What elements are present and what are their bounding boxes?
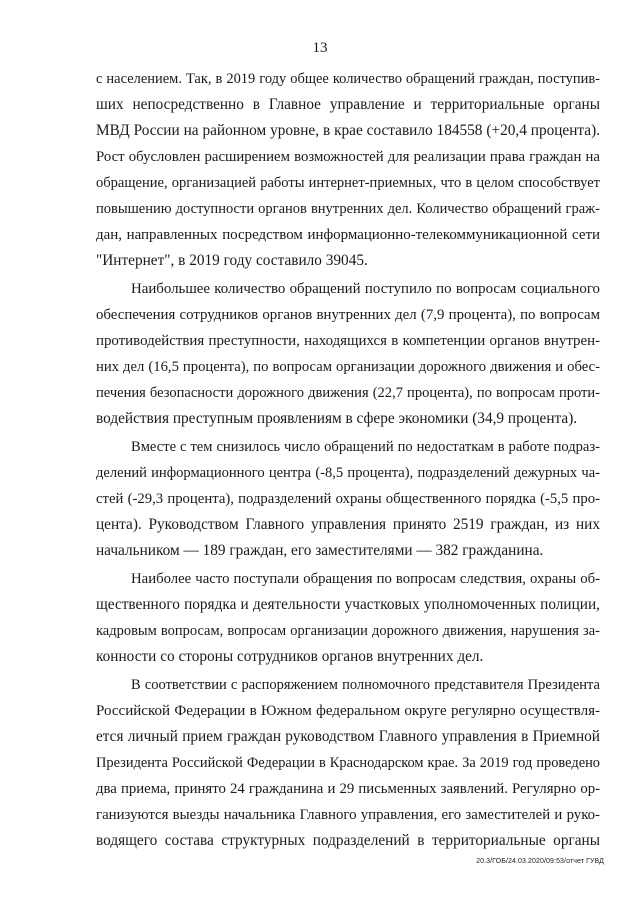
text-line: стей (-29,3 процента), подразделений охраны общественного порядка (-5,5 про- [96, 491, 600, 507]
text-line: с населением. Так, в 2019 году общее количество обращений граждан, поступив- [96, 71, 600, 87]
text-line: них дел (16,5 процента), по вопросам организации дорожного движения и обес- [96, 359, 600, 375]
text-line: обращение, организацией работы интернет-приемных, что в целом способствует [96, 175, 600, 191]
page-number: 13 [312, 40, 328, 56]
text-line: щественного порядка и деятельности участковых уполномоченных полиции, [96, 596, 600, 613]
text-line: два приема, принято 24 гражданина и 29 письменных заявлений. Регулярно ор- [96, 781, 600, 797]
text-line: ганизуются выезды начальника Главного управления, его заместителей и руко- [96, 807, 600, 823]
text-line: кадровым вопросам, вопросам организации дорожного движения, нарушения за- [96, 623, 600, 639]
text-line: печения безопасности дорожного движения (22,7 процента), по вопросам проти- [96, 385, 600, 401]
text-line: Наибольшее количество обращений поступило по вопросам социального [131, 281, 600, 297]
text-line: водящего состава структурных подразделений в территориальные органы [96, 832, 600, 849]
text-line: дан, направленных посредством информационно-телекоммуникационной сети [96, 227, 600, 243]
text-line: Российской Федерации в Южном федеральном округе регулярно осуществля- [96, 703, 600, 719]
text-line: делений информационного центра (-8,5 процента), подразделений дежурных ча- [96, 465, 600, 481]
text-line: "Интернет", в 2019 году составило 39045. [96, 252, 368, 269]
text-line: Рост обусловлен расширением возможностей для реализации права граждан на [96, 149, 600, 165]
text-line: ется личный прием граждан руководством Главного управления в Приемной [96, 728, 600, 745]
text-line: обеспечения сотрудников органов внутренних дел (7,9 процента), по вопросам [96, 307, 600, 323]
footer-stamp: 20.3/ГОБ/24.03.2020/09:53/отчет ГУВД [476, 858, 604, 865]
text-line: противодействия преступности, находящихся в компетенции органов внутрен- [96, 333, 600, 349]
text-line: ших непосредственно в Главное управление и территориальные органы [96, 96, 600, 113]
text-line: цента). Руководством Главного управления принято 2519 граждан, из них [96, 516, 600, 533]
text-line: Президента Российской Федерации в Краснодарском крае. За 2019 год проведено [96, 755, 600, 771]
text-line: МВД России на районном уровне, в крае составило 184558 (+20,4 процента). [96, 122, 600, 139]
text-line: Наиболее часто поступали обращения по вопросам следствия, охраны об- [131, 571, 600, 587]
text-line: повышению доступности органов внутренних дел. Количество обращений граж- [96, 201, 600, 217]
text-line: водействия преступным проявлениям в сфере экономики (34,9 процента). [96, 410, 578, 427]
text-line: Вместе с тем снизилось число обращений по недостаткам в работе подраз- [131, 439, 600, 455]
text-line: начальником — 189 граждан, его заместителями — 382 гражданина. [96, 542, 544, 559]
text-line: конности со стороны сотрудников органов внутренних дел. [96, 648, 484, 665]
text-line: В соответствии с распоряжением полномочного представителя Президента [131, 677, 600, 693]
